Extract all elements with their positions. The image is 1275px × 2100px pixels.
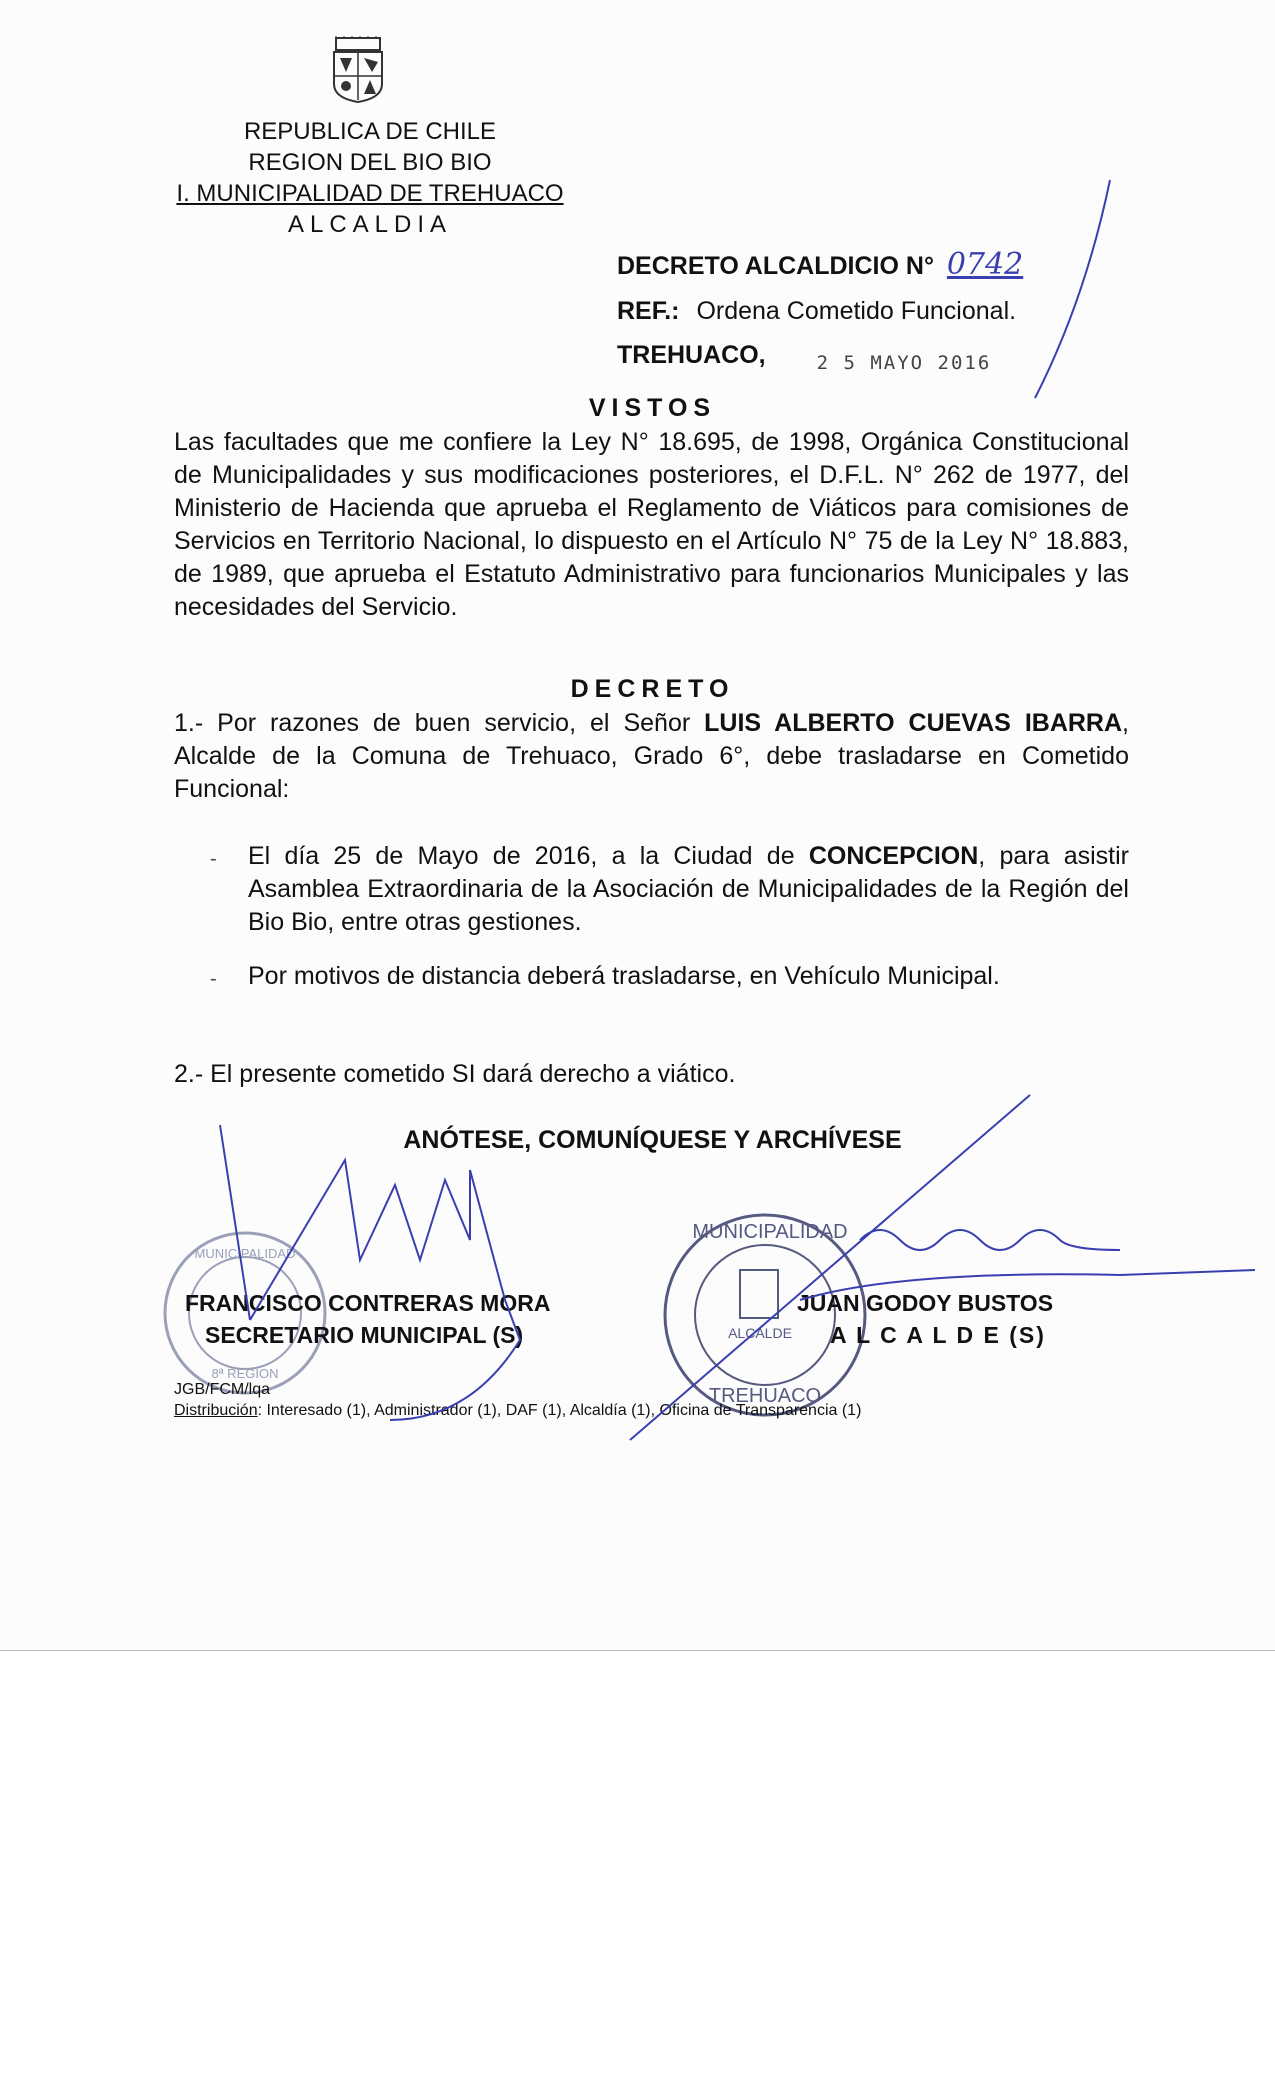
initials: JGB/FCM/lqa bbox=[174, 1381, 271, 1398]
decree-number: 0742 bbox=[946, 247, 1024, 282]
p1-text: 1.- Por razones de buen servicio, el Señor bbox=[174, 709, 705, 737]
svg-text:MUNICIPALIDAD: MUNICIPALIDAD bbox=[194, 1246, 296, 1261]
official-name: LUIS ALBERTO CUEVAS IBARRA bbox=[704, 709, 1123, 737]
secretary-title: SECRETARIO MUNICIPAL (S) bbox=[205, 1322, 524, 1348]
place: TREHUACO, bbox=[617, 341, 766, 369]
distribution-line bbox=[174, 1402, 861, 1420]
svg-text:MUNICIPALIDAD: MUNICIPALIDAD bbox=[692, 1221, 848, 1243]
bullet1-text-cont: , para asistir Asamblea Extraordinaria de la Asociación de Municipalidades de la Región del Bio Bio, entre otras gestiones. bbox=[248, 842, 1129, 936]
svg-text:8ª REGION: 8ª REGION bbox=[211, 1366, 279, 1381]
place-date-line bbox=[617, 341, 992, 374]
municipal-crest-icon bbox=[328, 36, 388, 104]
decreto-paragraph-1 bbox=[174, 707, 1129, 806]
distribution-text: : Interesado (1), Administrador (1), DAF (1), Alcaldía (1), Oficina de Transparencia (1) bbox=[257, 1402, 862, 1419]
decreto-title: DECRETO bbox=[570, 675, 735, 703]
decreto-paragraph-2: 2.- El presente cometido SI dará derecho a viático. bbox=[174, 1060, 736, 1088]
bullet-item-1 bbox=[248, 840, 1129, 939]
destination-city: CONCEPCION bbox=[808, 842, 979, 870]
letterhead-country: REPUBLICA DE CHILE bbox=[243, 118, 497, 145]
bullet1-text: El día 25 de Mayo de 2016, a la Ciudad de bbox=[248, 842, 809, 870]
decree-label: DECRETO ALCALDICIO N° bbox=[617, 252, 934, 280]
svg-text:ALCALDE: ALCALDE bbox=[728, 1325, 792, 1341]
p1-text-cont: , Alcalde de la Comuna de Trehuaco, Grado 6°, debe trasladarse en Cometido Funcional: bbox=[174, 709, 1129, 803]
svg-text:TREHUACO: TREHUACO bbox=[708, 1385, 822, 1407]
date-stamp: 2 5 MAYO 2016 bbox=[816, 352, 992, 374]
bullet-item-2: Por motivos de distancia deberá trasladarse, en Vehículo Municipal. bbox=[248, 962, 1000, 990]
letterhead-office: ALCALDIA bbox=[287, 211, 453, 238]
letterhead bbox=[150, 116, 590, 240]
bullet-marker: - bbox=[210, 968, 217, 990]
mayor-name: JUAN GODOY BUSTOS bbox=[797, 1290, 1054, 1316]
closing-formula: ANÓTESE, COMUNÍQUESE Y ARCHÍVESE bbox=[403, 1126, 902, 1154]
decree-number-line bbox=[617, 247, 1023, 282]
reference-line bbox=[617, 297, 1016, 326]
ref-text: Ordena Cometido Funcional. bbox=[696, 297, 1017, 325]
vistos-title: VISTOS bbox=[588, 394, 717, 422]
letterhead-municipality: I. MUNICIPALIDAD DE TREHUACO bbox=[176, 180, 564, 207]
ref-label: REF.: bbox=[617, 297, 680, 325]
mayor-title: A L C A L D E (S) bbox=[830, 1322, 1046, 1348]
distribution-label: Distribución bbox=[174, 1402, 258, 1419]
bullet-marker: - bbox=[210, 848, 217, 870]
secretary-name: FRANCISCO CONTRERAS MORA bbox=[185, 1290, 551, 1316]
letterhead-region: REGION DEL BIO BIO bbox=[248, 149, 492, 176]
vistos-text: Las facultades que me confiere la Ley N° 18.695, de 1998, Orgánica Constitucional de Municipalidades y sus modificaciones posteriores, el D.F.L. N° 262 de 1977, del Ministerio de Hacienda que aprueba el Reglamento de Viáticos para comisiones de Servicios en Territorio Nacional, lo dispuesto en el Artículo N° 75 de la Ley N° 18.883, de 1989, que aprueba el Estatuto Administrativo para funcionarios Municipales y las necesidades del Servicio. bbox=[174, 428, 1129, 621]
